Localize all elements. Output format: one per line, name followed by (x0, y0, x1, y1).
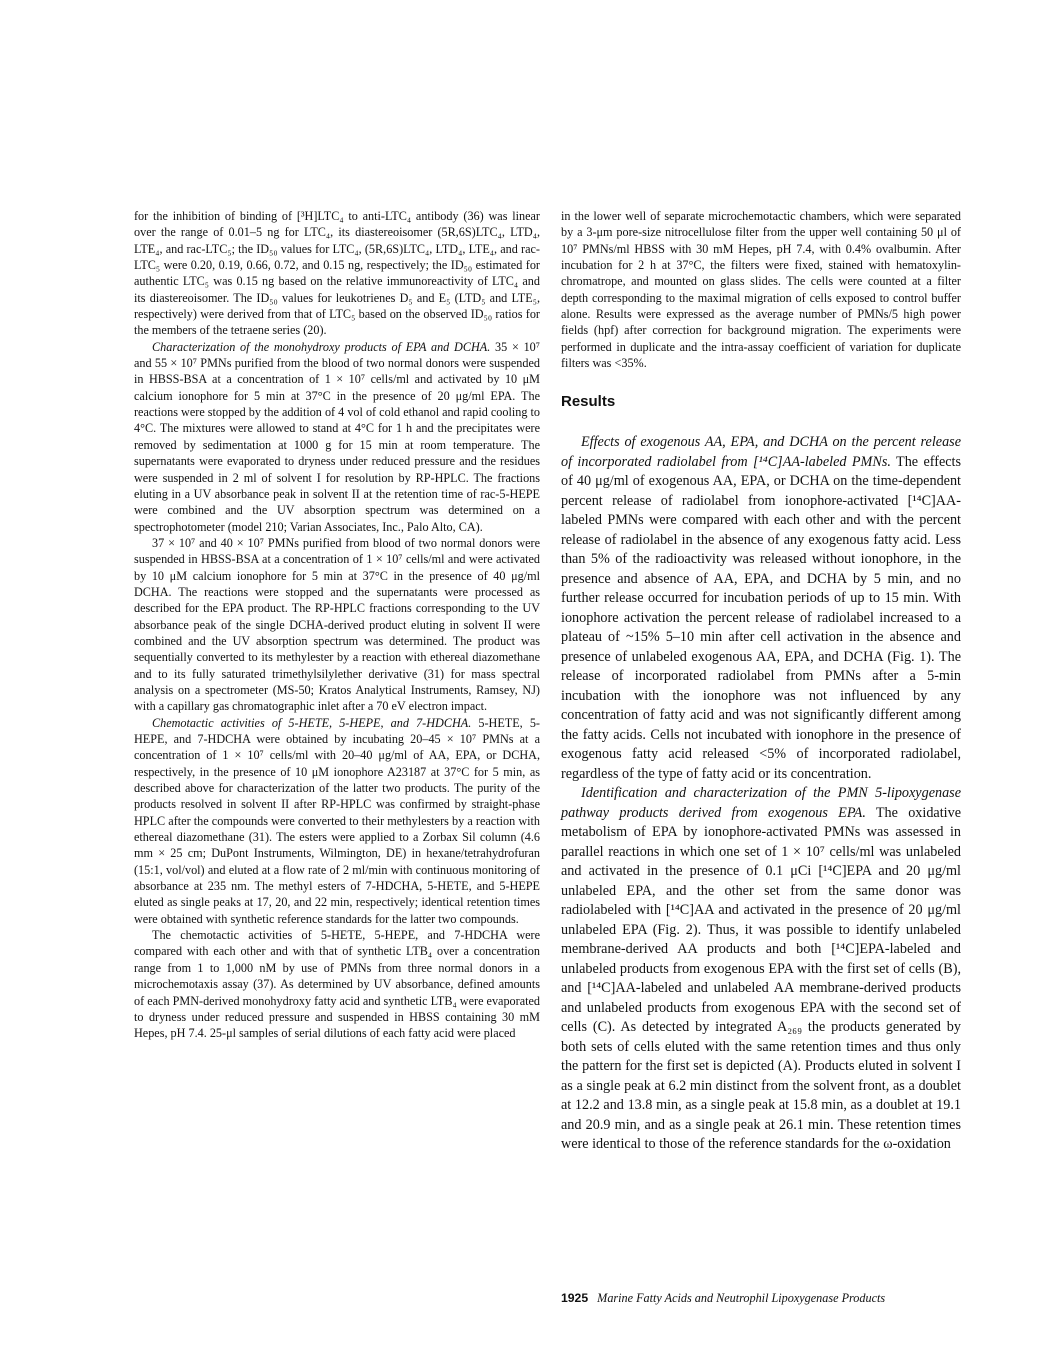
left-column (134, 208, 540, 1042)
running-title: Marine Fatty Acids and Neutrophil Lipoxygenase Products (597, 1291, 886, 1305)
right-column (561, 208, 961, 1155)
paragraph-text: The effects of 40 μg/ml of exogenous AA, EPA, or DCHA on the time-dependent percent release of radiolabel from ionophore-activated [¹⁴C]AA-labeled PMNs were compared with each other and with the percent release of radiolabel in the absence of any exogenous fatty acid. Less than 5% of the radioactivity was released without ionophore, in the presence and absence of AA, EPA, and DCHA by 5 min, and no further release occurred for incubation periods of up to 15 min. With ionophore activation the percent release of radiolabel increased to a plateau of ~15% 5–10 min after cell activation in the absence and presence of unlabeled exogenous AA, EPA, and DCHA (Fig. 1). The release of incorporated radiolabel from PMNs after a 5-min incubation with the ionophore was not influenced by any concentration of fatty acid and was not significantly different among the fatty acids. Cells not incubated with ionophore in the presence of exogenous fatty acid released <5% of incorporated radiolabel, regardless of the type of fatty acid or its concentration. (561, 453, 961, 782)
subsection-heading: Chemotactic activities of 5-HETE, 5-HEPE, and 7-HDCHA. (152, 715, 472, 730)
methods-paragraph-chemotactic (134, 715, 540, 927)
methods-paragraph-dcha: 37 × 10⁷ and 40 × 10⁷ PMNs purified from blood of two normal donors were suspended in HBSS-BSA at a concentration of 1 × 10⁷ cells/ml and were activated by 10 μM calcium ionophore for 5 min at 37°C in the presence of 40 μg/ml DCHA. The reactions were stopped and the supernatants were processed as described for the EPA product. The RP-HPLC fractions corresponding to the UV absorbance peak of the single DCHA-derived product eluting in solvent II were combined and the UV absorption spectrum was determined. The product was sequentially converted to its methylester by a reaction with ethereal diazomethane and to its fully saturated trimethylsilylether derivative (31) for mass spectral analysis on a spectrometer (MS-50; Kratos Analytical Instruments, Ramsey, NJ) with a capillary gas chromatographic inlet after a 70 eV electron impact. (134, 535, 540, 714)
subsection-heading: Effects of exogenous AA, EPA, and DCHA on the percent release of incorporated radiolabel from [¹⁴C]AA-labeled PMNs. (561, 434, 961, 470)
page-number: 1925 (561, 1291, 589, 1305)
subsection-heading: Characterization of the monohydroxy products of EPA and DCHA. (152, 339, 491, 354)
results-paragraph-identification (561, 784, 961, 1155)
paragraph-text: The oxidative metabolism of EPA by ionophore-activated PMNs was assessed in parallel reactions in which one set of 1 × 10⁷ cells/ml was unlabeled and activated in the presence of 0.1 μCi [¹⁴C]EPA and 20 μg/ml unlabeled EPA, and the other set from the same donor was radiolabeled with [¹⁴C]AA and activated in the presence of 20 μg/ml unlabeled EPA (Fig. 2). Thus, it was possible to identify unlabeled membrane-derived AA products and both [¹⁴C]EPA-labeled and unlabeled products from exogenous EPA with the first set of cells (B), and [¹⁴C]AA-labeled and unlabeled AA membrane-derived products and unlabeled products from exogenous EPA with the second set of cells (C). As detected by integrated A₂₆₉ the products generated by both sets of cells eluted with the same retention times and thus only the pattern for the first set is depicted (A). Products eluted in solvent I as a single peak at 6.2 min distinct from the solvent front, as a doublet at 12.2 and 13.8 min, as a single peak at 15.8 min, as a doublet at 19.1 and 20.9 min, and as a single peak at 26.1 min. These retention times were identical to those of the reference standards for the ω-oxidation (561, 804, 961, 1153)
methods-paragraph-comparison: The chemotactic activities of 5-HETE, 5-HEPE, and 7-HDCHA were compared with each other and with that of synthetic LTB₄ over a concentration range from 1 to 1,000 nM by use of PMNs from three normal donors in a microchemotaxis assay (37). As determined by UV absorbance, defined amounts of each PMN-derived monohydroxy fatty acid and synthetic LTB₄ were evaporated to dryness under reduced pressure and suspended in HBSS containing 30 mM Hepes, pH 7.4. 25-μl samples of serial dilutions of each fatty acid were placed (134, 928, 540, 1041)
results-paragraph-release (561, 433, 961, 784)
paragraph-text: 5-HETE, 5-HEPE, and 7-HDCHA were obtained by incubating 20–45 × 10⁷ PMNs at a concentration of 1 × 10⁷ cells/ml with 20–40 μg/ml of AA, EPA, or DCHA, respectively, in the presence of 10 μM ionophore A23187 at 37°C for 5 min, as described above for characterization of the latter two products. The purity of the products resolved in solvent II after RP-HPLC was confirmed by straight-phase HPLC after the compounds were converted to their methylesters by a reaction with ethereal diazomethane (31). The esters were applied to a Zorbax Sil column (4.6 mm × 25 cm; DuPont Instruments, Wilmington, DE) in hexane/tetrahydrofuran (15:1, vol/vol) and eluted at a flow rate of 2 ml/min with continuous monitoring of absorbance at 235 nm. The methyl esters of 7-HDCHA, 5-HETE, and 5-HEPE eluted as single peaks at 17, 20, and 22 min, respectively; identical retention times were obtained with synthetic reference standards for the latter two compounds. (134, 715, 540, 926)
methods-paragraph-continued: in the lower well of separate microchemotactic chambers, which were separated by a 3-μm pore-size nitrocellulose filter from the upper well containing 50 μl of 10⁷ PMNs/ml HBSS with 30 mM Hepes, pH 7.4, with 0.4% ovalbumin. After incubation for 2 h at 37°C, the filters were fixed, stained with hematoxylin-chromatrope, and mounted on glass slides. The cells were counted at a filter depth corresponding to the maximal migration of cells exposed to control buffer alone. Results were expressed as the average number of PMNs/5 high power fields (hpf) after correction for background migration. The experiments were performed in duplicate and the intra-assay coefficient of variation for duplicate filters was <35%. (561, 209, 961, 371)
methods-paragraph-ld50: for the inhibition of binding of [³H]LTC₄ to anti-LTC₄ antibody (36) was linear over the range of 0.01–5 ng for LTC₄, its diastereoisomer (5R,6S)LTC₄, LTD₄, LTE₄, and rac-LTC₅; the ID₅₀ values for LTC₄, (5R,6S)LTC₄, LTD₄, LTE₄, and rac-LTC₅ were 0.20, 0.19, 0.66, 0.72, and 0.15 ng, respectively; the ID₅₀ estimated for authentic LTC₅ was 0.15 ng based on the relative immunoreactivity of LTC₄ and its diastereoisomer. The ID₅₀ values for leukotrienes D₅ and E₅ (LTD₅ and LTE₅, respectively) were derived from that of LTC₅ based on the observed ID₅₀ ratios for the members of the tetraene series (20). (134, 209, 540, 338)
results-heading: Results (561, 393, 616, 411)
subsection-heading: Identification and characterization of the PMN 5-lipoxygenase pathway products derived from exogenous EPA. (561, 785, 961, 821)
paragraph-text: 35 × 10⁷ and 55 × 10⁷ PMNs purified from the blood of two normal donors were suspended in HBSS-BSA at a concentration of 1 × 10⁷ cells/ml and activated by 10 μM calcium ionophore for 5 min at 37°C in the presence of 20 μg/ml EPA. The reactions were stopped by the addition of 4 vol of cold ethanol and rapid cooling to 4°C. The mixtures were allowed to stand at 4°C for 1 h and the precipitates were removed by sedimentation at 1000 g for 15 min at room temperature. The supernatants were evaporated to dryness under reduced pressure and the residues were suspended in 2 ml of solvent I for resolution by RP-HPLC. The fractions eluting in a UV absorbance peak in solvent II at the retention time of rac-5-HEPE were combined and the UV absorption spectrum was determined on a spectrophotometer (model 210; Varian Associates, Inc., Palo Alto, CA). (134, 339, 541, 534)
methods-paragraph-characterization (134, 339, 540, 535)
page-footer (561, 1290, 981, 1306)
